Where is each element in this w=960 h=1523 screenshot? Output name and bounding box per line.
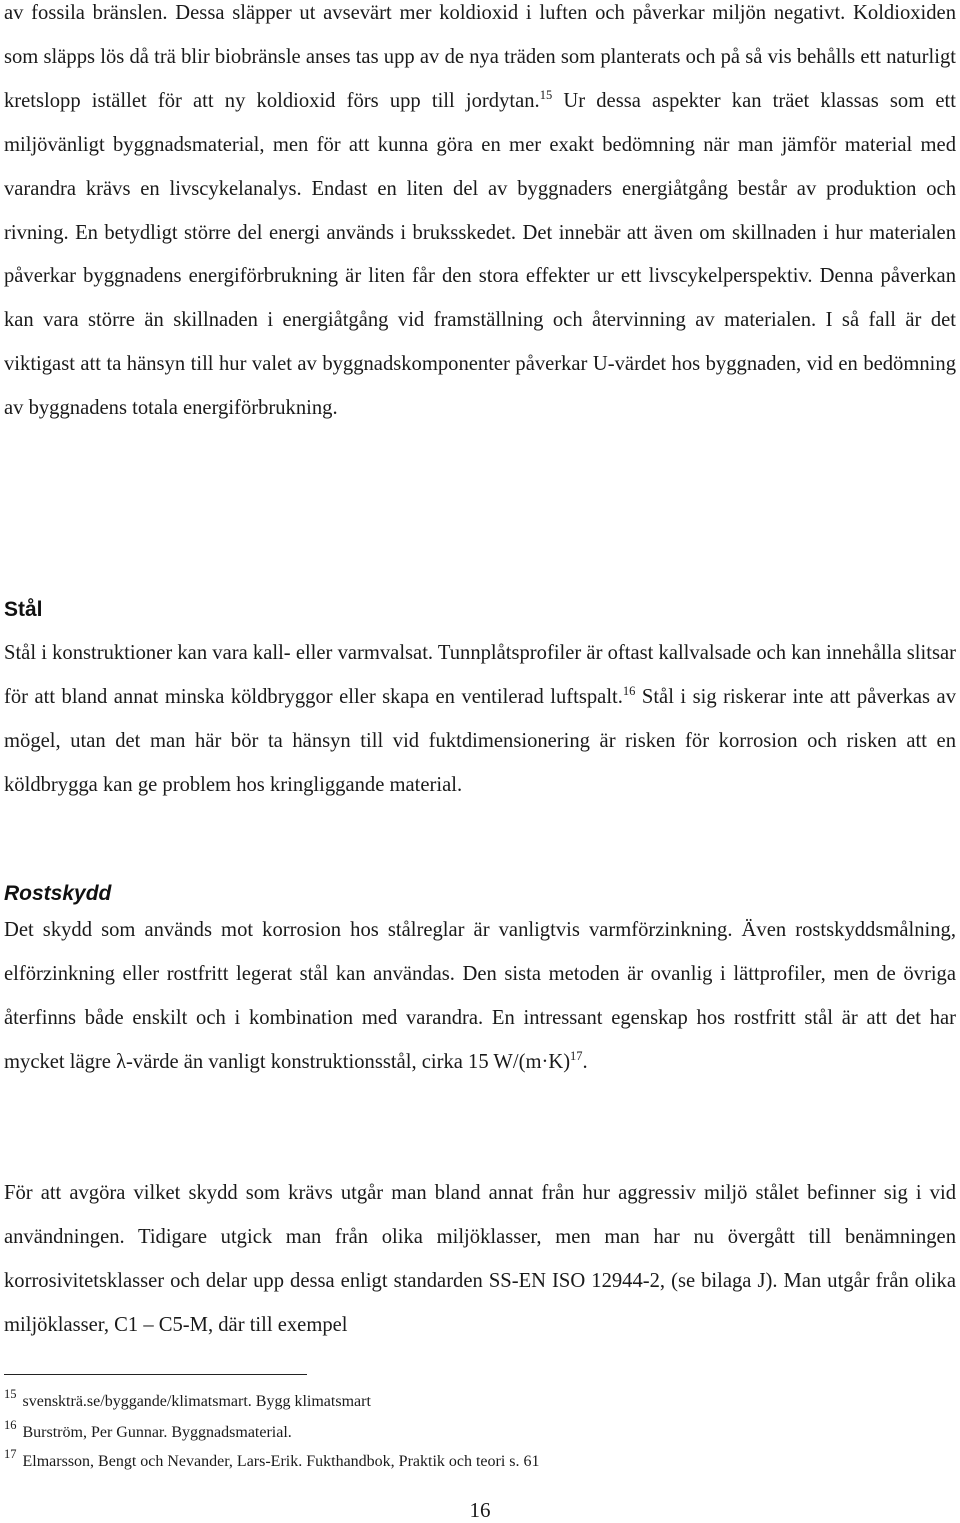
paragraph-steel	[4, 632, 956, 808]
paragraph-text: .	[582, 1050, 588, 1073]
footnote-number: 17	[4, 1447, 17, 1461]
paragraph-text: av fossila bränslen. Dessa släpper ut avsevärt mer koldioxid i luften och påverkar miljön negativt. Koldioxiden som släpps lös då trä blir biobränsle anses tas upp av de nya träden som planterats och på så vis behålls ett naturligt kretslopp istället för att ny koldioxid förs upp till jordytan.	[4, 2, 956, 112]
footnote-ref-17[interactable]: 17	[570, 1048, 583, 1063]
paragraph-text: Det skydd som används mot korrosion hos stålreglar är vanligtvis varmförzinkning. Även rostskyddsmålning, elförzinkning eller rostfritt legerat stål kan användas. Den sista metoden är ovanlig i lättprofiler, men de övriga återfinns både enskilt och i kombination med varandra. En intressant egenskap hos rostfritt stål är att det har mycket lägre λ-värde än vanligt konstruktionsstål, cirka 15 W/(m·K)	[4, 919, 956, 1073]
footnote-text: Elmarsson, Bengt och Nevander, Lars-Erik. Fukthandbok, Praktik och teori s. 61	[22, 1453, 540, 1470]
paragraph-text: Stål i sig riskerar inte att påverkas av mögel, utan det man här bör ta hänsyn till vid fuktdimensionering är risken för korrosion och risken att en köldbrygga kan ge problem hos kringliggande material.	[4, 685, 956, 796]
footnote-text: Burström, Per Gunnar. Byggnadsmaterial.	[22, 1424, 292, 1441]
footnote-number: 15	[4, 1387, 17, 1401]
paragraph-corrosivity: För att avgöra vilket skydd som krävs utgår man bland annat från hur aggressiv miljö stålet befinner sig i vid användningen. Tidigare utgick man från olika miljöklasser, men man har nu övergått till benämningen korrosivitetsklasser och delar upp dessa enligt standarden SS-EN ISO 12944-2, (se bilaga J). Man utgår från olika miljöklasser, C1 – C5-M, där till exempel	[4, 1182, 956, 1336]
footnote-17	[4, 1447, 540, 1472]
section-heading-rostskydd: Rostskydd	[4, 882, 112, 905]
footnote-text: svenskträ.se/byggande/klimatsmart. Bygg klimatsmart	[22, 1393, 371, 1410]
footnote-ref-16[interactable]: 16	[622, 683, 636, 698]
footnote-ref-15[interactable]: 15	[539, 87, 553, 102]
footnote-16	[4, 1418, 292, 1443]
section-heading-stal: Stål	[4, 598, 43, 621]
footnote-number: 16	[4, 1418, 17, 1432]
paragraph-text: Ur dessa aspekter kan träet klassas som ett miljövänligt byggnadsmaterial, men för att kunna göra en mer exakt bedömning när man jämför material med varandra krävs en livscykelanalys. Endast en liten del av byggnaders energiåtgång består av produktion och rivning. En betydligt större del energi används i bruksskedet. Det innebär att även om skillnaden i hur materialen påverkar byggnadens energiförbrukning är liten får den stora effekter ur ett livscykelperspektiv. Denna påverkan kan vara större än skillnaden i energiåtgång vid framställning och återvinning av materialen. I så fall är det viktigast att ta hänsyn till hur valet av byggnadskomponenter påverkar U-värdet hos byggnaden, vid en bedömning av byggnadens totala energiförbrukning.	[4, 89, 956, 420]
paragraph-text: Stål i konstruktioner kan vara kall- eller varmvalsat. Tunnplåtsprofiler är oftast kallvalsade och kan innehålla slitsar för att bland annat minska köldbryggor eller skapa en ventilerad luftspalt.	[4, 642, 956, 708]
paragraph-wood-environment	[4, 0, 956, 431]
paragraph-rust-protection	[4, 909, 956, 1085]
footnote-15	[4, 1387, 371, 1412]
page-number: 16	[469, 1498, 491, 1522]
footnote-divider	[4, 1374, 307, 1375]
